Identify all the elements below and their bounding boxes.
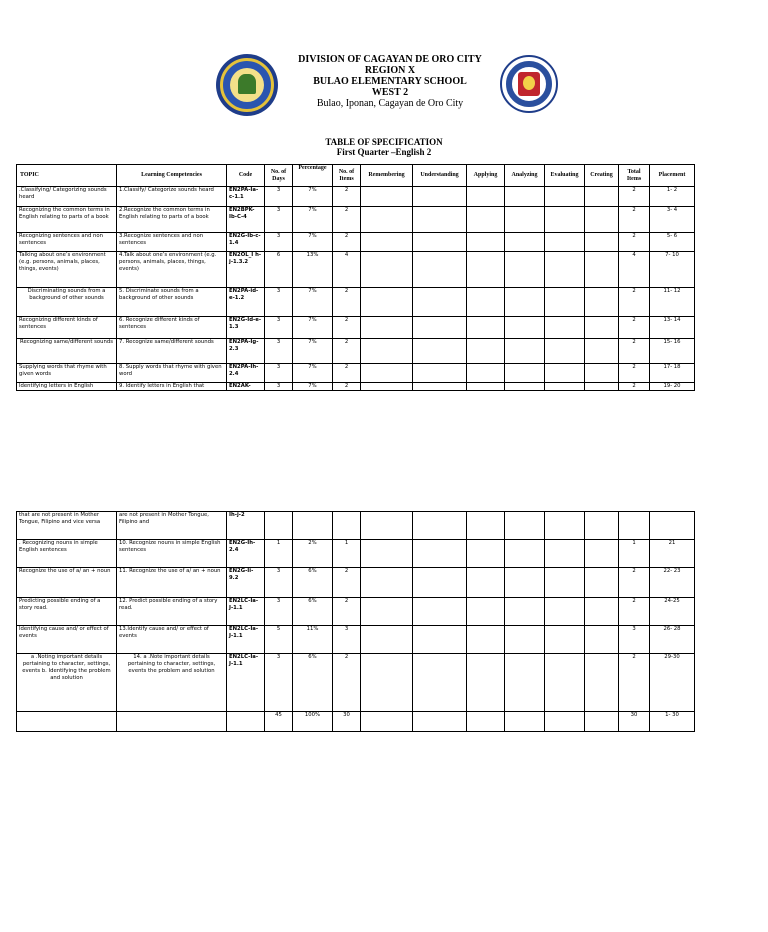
cell-understanding bbox=[413, 383, 467, 391]
cell-remembering bbox=[361, 512, 413, 540]
cell-topic: Recognizing the common terms in English relating to parts of a book bbox=[17, 207, 117, 233]
cell-days: 3 bbox=[265, 317, 293, 339]
cell-remembering bbox=[361, 252, 413, 288]
cell-remembering bbox=[361, 317, 413, 339]
school-name: BULAO ELEMENTARY SCHOOL bbox=[313, 76, 467, 87]
cell-analyzing bbox=[505, 364, 545, 383]
cell-competency: 9. Identify letters in English that bbox=[117, 383, 227, 391]
cell-total-items: 4 bbox=[619, 252, 650, 288]
cell-days: 3 bbox=[265, 598, 293, 626]
cell-code: EN2G-Id-e-1.3 bbox=[227, 317, 265, 339]
cell-competency: 2.Recognize the common terms in English relating to parts of a book bbox=[117, 207, 227, 233]
cell-evaluating bbox=[545, 187, 585, 207]
cell-percentage: 11% bbox=[293, 626, 333, 654]
cell-topic: a .Noting important details pertaining to character, settings, events b. Identifying the problem and solution bbox=[17, 654, 117, 712]
cell-analyzing bbox=[505, 512, 545, 540]
cell-placement: 19- 20 bbox=[650, 383, 695, 391]
table-row bbox=[17, 288, 695, 317]
cell-percentage: 6% bbox=[293, 654, 333, 712]
cell-days: 45 bbox=[265, 712, 293, 732]
cell-placement: 13- 14 bbox=[650, 317, 695, 339]
cell-total-items: 2 bbox=[619, 207, 650, 233]
title-sub: First Quarter –English 2 bbox=[336, 147, 432, 157]
document-title bbox=[284, 137, 484, 157]
cell-code bbox=[227, 712, 265, 732]
cell-understanding bbox=[413, 187, 467, 207]
cell-evaluating bbox=[545, 233, 585, 252]
cell-topic: .Classifying/ Categorizing sounds heard bbox=[17, 187, 117, 207]
cell-remembering bbox=[361, 598, 413, 626]
cell-evaluating bbox=[545, 512, 585, 540]
cell-items: 2 bbox=[333, 207, 361, 233]
school-seal-logo bbox=[216, 54, 278, 116]
cell-competency bbox=[117, 712, 227, 732]
cell-evaluating bbox=[545, 317, 585, 339]
cell-placement: 29-30 bbox=[650, 654, 695, 712]
cell-total-items: 2 bbox=[619, 233, 650, 252]
table-row bbox=[17, 598, 695, 626]
cell-analyzing bbox=[505, 598, 545, 626]
column-header-days: No. of Days bbox=[265, 165, 293, 187]
cell-topic: Supplying words that rhyme with given words bbox=[17, 364, 117, 383]
cell-placement: 11- 12 bbox=[650, 288, 695, 317]
cell-total-items: 30 bbox=[619, 712, 650, 732]
cell-code: EN2G-Ib-c-1.4 bbox=[227, 233, 265, 252]
cell-topic: Identifying letters in English bbox=[17, 383, 117, 391]
cell-creating bbox=[585, 626, 619, 654]
column-header-items: No. of Items bbox=[333, 165, 361, 187]
cell-items: 2 bbox=[333, 383, 361, 391]
cell-applying bbox=[467, 383, 505, 391]
cell-applying bbox=[467, 207, 505, 233]
cell-applying bbox=[467, 252, 505, 288]
cell-applying bbox=[467, 626, 505, 654]
cell-placement bbox=[650, 512, 695, 540]
cell-evaluating bbox=[545, 339, 585, 364]
specification-table-page-2 bbox=[16, 511, 695, 732]
cell-placement: 3- 4 bbox=[650, 207, 695, 233]
cell-days: 5 bbox=[265, 626, 293, 654]
cell-percentage: 6% bbox=[293, 568, 333, 598]
cell-evaluating bbox=[545, 383, 585, 391]
cell-items: 2 bbox=[333, 339, 361, 364]
table-row bbox=[17, 339, 695, 364]
cell-competency: 6. Recognize different kinds of sentences bbox=[117, 317, 227, 339]
cell-remembering bbox=[361, 654, 413, 712]
cell-understanding bbox=[413, 233, 467, 252]
cell-topic: Discriminating sounds from a background of other sounds bbox=[17, 288, 117, 317]
cell-applying bbox=[467, 339, 505, 364]
cell-understanding bbox=[413, 339, 467, 364]
cell-creating bbox=[585, 207, 619, 233]
cell-remembering bbox=[361, 233, 413, 252]
cell-items: 1 bbox=[333, 540, 361, 568]
cell-placement: 17- 18 bbox=[650, 364, 695, 383]
cell-analyzing bbox=[505, 187, 545, 207]
table-row bbox=[17, 233, 695, 252]
cell-total-items: 2 bbox=[619, 288, 650, 317]
cell-total-items: 2 bbox=[619, 568, 650, 598]
column-header-remembering: Remembering bbox=[361, 165, 413, 187]
cell-competency: 12. Predict possible ending of a story read. bbox=[117, 598, 227, 626]
cell-topic: Talking about one’s environment (e.g. persons, animals, places, things, events) bbox=[17, 252, 117, 288]
cell-applying bbox=[467, 233, 505, 252]
cell-total-items: 1 bbox=[619, 540, 650, 568]
district-name: WEST 2 bbox=[371, 87, 409, 98]
school-heading bbox=[290, 54, 490, 109]
cell-total-items: 3 bbox=[619, 626, 650, 654]
cell-applying bbox=[467, 712, 505, 732]
cell-topic: Recognizing sentences and non sentences bbox=[17, 233, 117, 252]
cell-items bbox=[333, 512, 361, 540]
cell-items: 2 bbox=[333, 317, 361, 339]
cell-items: 2 bbox=[333, 568, 361, 598]
cell-creating bbox=[585, 317, 619, 339]
cell-topic: Recognizing same/different sounds bbox=[17, 339, 117, 364]
cell-code: EN2OL_I h-j-1.3.2 bbox=[227, 252, 265, 288]
cell-remembering bbox=[361, 288, 413, 317]
cell-items: 2 bbox=[333, 654, 361, 712]
cell-remembering bbox=[361, 540, 413, 568]
cell-code: EN2PA-Ia-c-1.1 bbox=[227, 187, 265, 207]
cell-evaluating bbox=[545, 364, 585, 383]
cell-competency: 5. Discriminate sounds from a background of other sounds bbox=[117, 288, 227, 317]
column-header-placement: Placement bbox=[650, 165, 695, 187]
cell-percentage: 100% bbox=[293, 712, 333, 732]
cell-total-items: 2 bbox=[619, 654, 650, 712]
cell-evaluating bbox=[545, 207, 585, 233]
cell-days: 3 bbox=[265, 654, 293, 712]
cell-applying bbox=[467, 512, 505, 540]
cell-percentage: 13% bbox=[293, 252, 333, 288]
cell-analyzing bbox=[505, 712, 545, 732]
cell-percentage: 7% bbox=[293, 187, 333, 207]
cell-understanding bbox=[413, 626, 467, 654]
cell-code: EN2G-Ih-2.4 bbox=[227, 540, 265, 568]
cell-competency: 4.Talk about one’s environment (e.g. persons, animals, places, things, events) bbox=[117, 252, 227, 288]
cell-placement: 7- 10 bbox=[650, 252, 695, 288]
cell-applying bbox=[467, 540, 505, 568]
cell-items: 4 bbox=[333, 252, 361, 288]
cell-remembering bbox=[361, 364, 413, 383]
cell-total-items: 2 bbox=[619, 317, 650, 339]
cell-percentage: 7% bbox=[293, 317, 333, 339]
cell-topic: Recognize the use of a/ an + noun bbox=[17, 568, 117, 598]
column-header-percentage: Percentage bbox=[293, 165, 333, 187]
cell-remembering bbox=[361, 339, 413, 364]
cell-items: 2 bbox=[333, 187, 361, 207]
cell-code: EN2BPK-Ib-C-4 bbox=[227, 207, 265, 233]
cell-analyzing bbox=[505, 288, 545, 317]
cell-total-items: 2 bbox=[619, 187, 650, 207]
division-name: DIVISION OF CAGAYAN DE ORO CITY bbox=[298, 54, 482, 65]
cell-percentage: 7% bbox=[293, 339, 333, 364]
cell-evaluating bbox=[545, 598, 585, 626]
cell-placement: 15- 16 bbox=[650, 339, 695, 364]
cell-creating bbox=[585, 654, 619, 712]
cell-creating bbox=[585, 252, 619, 288]
cell-placement: 1- 2 bbox=[650, 187, 695, 207]
cell-evaluating bbox=[545, 252, 585, 288]
cell-competency: 10. Recognize nouns in simple English sentences bbox=[117, 540, 227, 568]
cell-understanding bbox=[413, 252, 467, 288]
cell-creating bbox=[585, 598, 619, 626]
cell-placement: 24-25 bbox=[650, 598, 695, 626]
cell-applying bbox=[467, 598, 505, 626]
cell-creating bbox=[585, 233, 619, 252]
cell-understanding bbox=[413, 364, 467, 383]
cell-total-items: 2 bbox=[619, 598, 650, 626]
cell-topic: Recognizing different kinds of sentences bbox=[17, 317, 117, 339]
specification-table-page-1 bbox=[16, 164, 695, 391]
cell-days: 6 bbox=[265, 252, 293, 288]
cell-competency: 14. a .Note important details pertaining to character, settings, events the problem and solution bbox=[117, 654, 227, 712]
cell-analyzing bbox=[505, 540, 545, 568]
cell-days: 3 bbox=[265, 233, 293, 252]
cell-applying bbox=[467, 187, 505, 207]
region-name: REGION X bbox=[364, 65, 416, 76]
column-header-evaluating: Evaluating bbox=[545, 165, 585, 187]
column-header-competencies: Learning Competencies bbox=[117, 165, 227, 187]
table-row bbox=[17, 654, 695, 712]
column-header-total-items: Total Items bbox=[619, 165, 650, 187]
column-header-code: Code bbox=[227, 165, 265, 187]
cell-code: EN2PA-id-e-1.2 bbox=[227, 288, 265, 317]
cell-competency: 3.Recognize sentences and non sentences bbox=[117, 233, 227, 252]
cell-topic: Identifying cause and/ or effect of events bbox=[17, 626, 117, 654]
cell-total-items: 2 bbox=[619, 383, 650, 391]
cell-creating bbox=[585, 383, 619, 391]
cell-competency: are not present in Mother Tongue, Filipino and bbox=[117, 512, 227, 540]
cell-topic: that are not present in Mother Tongue, Filipino and vice versa bbox=[17, 512, 117, 540]
cell-code: EN2G-Ii-9.2 bbox=[227, 568, 265, 598]
cell-items: 2 bbox=[333, 598, 361, 626]
cell-analyzing bbox=[505, 207, 545, 233]
cell-creating bbox=[585, 339, 619, 364]
cell-items: 2 bbox=[333, 364, 361, 383]
cell-creating bbox=[585, 568, 619, 598]
cell-evaluating bbox=[545, 540, 585, 568]
cell-analyzing bbox=[505, 568, 545, 598]
cell-evaluating bbox=[545, 288, 585, 317]
cell-percentage: 7% bbox=[293, 364, 333, 383]
cell-percentage: 2% bbox=[293, 540, 333, 568]
cell-analyzing bbox=[505, 339, 545, 364]
cell-understanding bbox=[413, 317, 467, 339]
cell-days: 3 bbox=[265, 207, 293, 233]
cell-days: 1 bbox=[265, 540, 293, 568]
cell-placement: 5- 6 bbox=[650, 233, 695, 252]
cell-placement: 21 bbox=[650, 540, 695, 568]
cell-percentage: 7% bbox=[293, 383, 333, 391]
cell-applying bbox=[467, 317, 505, 339]
cell-remembering bbox=[361, 207, 413, 233]
cell-evaluating bbox=[545, 626, 585, 654]
cell-topic: Predicting possible ending of a story read. bbox=[17, 598, 117, 626]
cell-placement: 26- 28 bbox=[650, 626, 695, 654]
cell-total-items: 2 bbox=[619, 339, 650, 364]
cell-days: 3 bbox=[265, 383, 293, 391]
cell-competency: 7. Recognize same/different sounds bbox=[117, 339, 227, 364]
cell-applying bbox=[467, 654, 505, 712]
cell-analyzing bbox=[505, 233, 545, 252]
table-row bbox=[17, 568, 695, 598]
cell-evaluating bbox=[545, 712, 585, 732]
table-row bbox=[17, 317, 695, 339]
cell-percentage: 7% bbox=[293, 288, 333, 317]
cell-evaluating bbox=[545, 568, 585, 598]
cell-code: EN2LC-Ia-J-1.1 bbox=[227, 626, 265, 654]
title-main: TABLE OF SPECIFICATION bbox=[325, 137, 443, 147]
cell-applying bbox=[467, 568, 505, 598]
table-row bbox=[17, 712, 695, 732]
cell-remembering bbox=[361, 568, 413, 598]
cell-creating bbox=[585, 364, 619, 383]
cell-analyzing bbox=[505, 383, 545, 391]
cell-analyzing bbox=[505, 317, 545, 339]
cell-days bbox=[265, 512, 293, 540]
deped-seal-logo bbox=[500, 55, 558, 113]
cell-remembering bbox=[361, 383, 413, 391]
cell-days: 3 bbox=[265, 187, 293, 207]
cell-understanding bbox=[413, 654, 467, 712]
cell-analyzing bbox=[505, 654, 545, 712]
cell-code: EN2LC-Ia-J-1.1 bbox=[227, 654, 265, 712]
cell-remembering bbox=[361, 626, 413, 654]
table-row bbox=[17, 540, 695, 568]
cell-code: EN2PA-Ih-2.4 bbox=[227, 364, 265, 383]
cell-topic: . Recognizing nouns in simple English sentences bbox=[17, 540, 117, 568]
cell-items: 3 bbox=[333, 626, 361, 654]
cell-total-items bbox=[619, 512, 650, 540]
cell-code: EN2LC-Ia-J-1.1 bbox=[227, 598, 265, 626]
cell-competency: 13.Identify cause and/ or effect of events bbox=[117, 626, 227, 654]
cell-percentage bbox=[293, 512, 333, 540]
cell-creating bbox=[585, 187, 619, 207]
cell-percentage: 7% bbox=[293, 233, 333, 252]
cell-percentage: 7% bbox=[293, 207, 333, 233]
cell-understanding bbox=[413, 568, 467, 598]
cell-creating bbox=[585, 288, 619, 317]
cell-items: 2 bbox=[333, 233, 361, 252]
column-header-applying: Applying bbox=[467, 165, 505, 187]
cell-applying bbox=[467, 364, 505, 383]
column-header-understanding: Understanding bbox=[413, 165, 467, 187]
school-address: Bulao, Iponan, Cagayan de Oro City bbox=[316, 98, 464, 109]
table-row bbox=[17, 512, 695, 540]
column-header-topic: TOPIC bbox=[17, 165, 117, 187]
cell-days: 3 bbox=[265, 364, 293, 383]
cell-total-items: 2 bbox=[619, 364, 650, 383]
table-row bbox=[17, 383, 695, 391]
cell-analyzing bbox=[505, 626, 545, 654]
table-row bbox=[17, 364, 695, 383]
document-header bbox=[0, 0, 768, 120]
cell-percentage: 6% bbox=[293, 598, 333, 626]
cell-code: EN2AK- bbox=[227, 383, 265, 391]
cell-understanding bbox=[413, 540, 467, 568]
cell-competency: 1.Classify/ Categorize sounds heard bbox=[117, 187, 227, 207]
table-row bbox=[17, 187, 695, 207]
cell-remembering bbox=[361, 712, 413, 732]
cell-days: 3 bbox=[265, 339, 293, 364]
cell-competency: 8. Supply words that rhyme with given word bbox=[117, 364, 227, 383]
cell-evaluating bbox=[545, 654, 585, 712]
table-row bbox=[17, 252, 695, 288]
cell-items: 2 bbox=[333, 288, 361, 317]
cell-understanding bbox=[413, 512, 467, 540]
cell-understanding bbox=[413, 598, 467, 626]
table-row bbox=[17, 626, 695, 654]
cell-creating bbox=[585, 712, 619, 732]
cell-applying bbox=[467, 288, 505, 317]
cell-creating bbox=[585, 540, 619, 568]
column-header-analyzing: Analyzing bbox=[505, 165, 545, 187]
cell-days: 3 bbox=[265, 568, 293, 598]
cell-analyzing bbox=[505, 252, 545, 288]
cell-understanding bbox=[413, 288, 467, 317]
table-row bbox=[17, 207, 695, 233]
cell-topic bbox=[17, 712, 117, 732]
column-header-creating: Creating bbox=[585, 165, 619, 187]
cell-understanding bbox=[413, 712, 467, 732]
cell-placement: 22- 23 bbox=[650, 568, 695, 598]
cell-placement: 1- 30 bbox=[650, 712, 695, 732]
cell-items: 30 bbox=[333, 712, 361, 732]
cell-code: Ih-j-2 bbox=[227, 512, 265, 540]
cell-code: EN2PA-Ig-2.3 bbox=[227, 339, 265, 364]
cell-competency: 11. Recognize the use of a/ an + noun bbox=[117, 568, 227, 598]
cell-creating bbox=[585, 512, 619, 540]
cell-understanding bbox=[413, 207, 467, 233]
cell-remembering bbox=[361, 187, 413, 207]
cell-days: 3 bbox=[265, 288, 293, 317]
